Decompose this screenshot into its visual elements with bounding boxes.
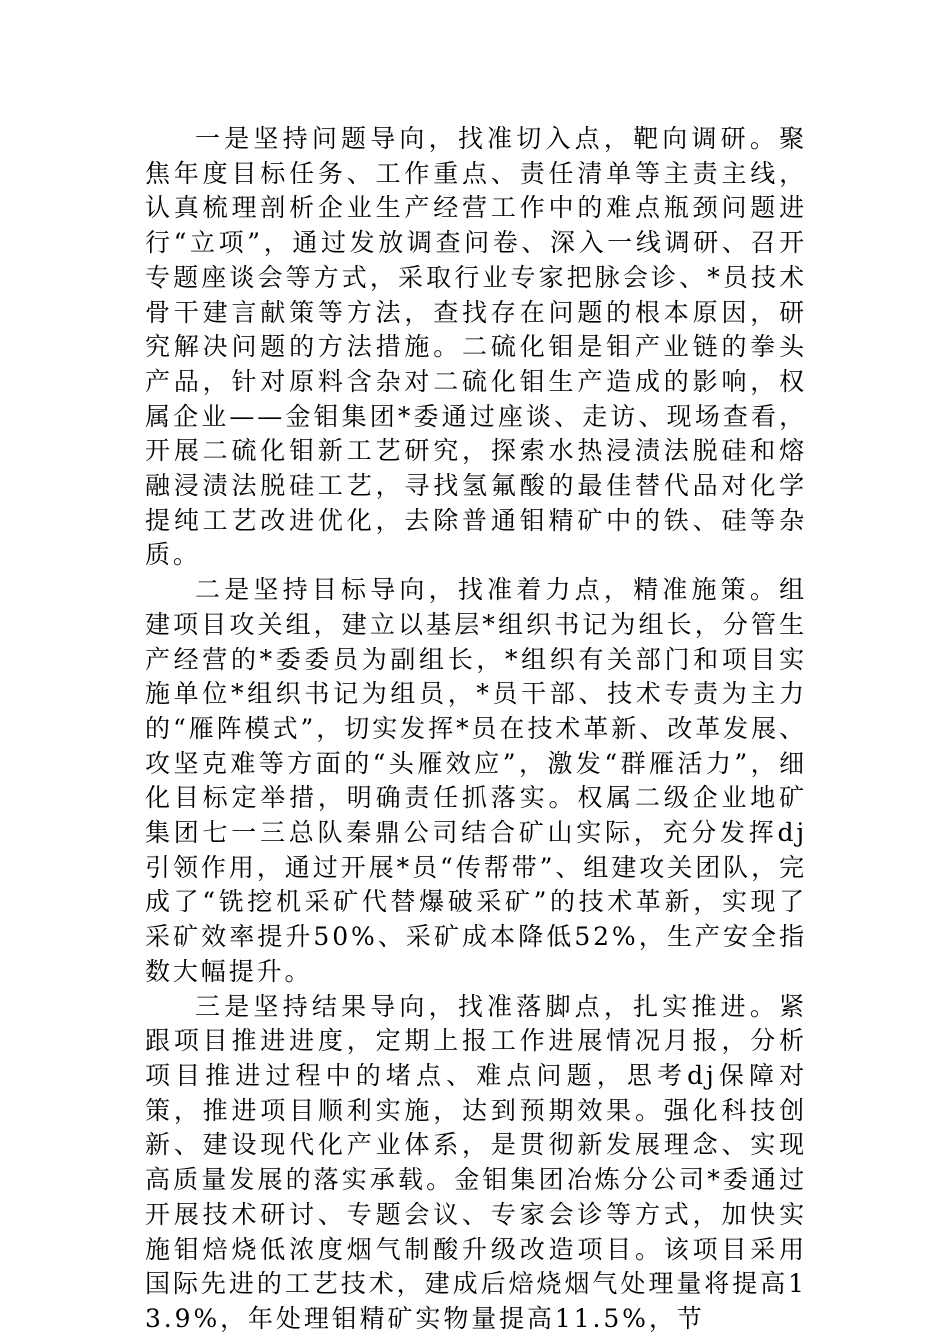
document-body bbox=[145, 122, 807, 1337]
paragraph-result-oriented: 三是坚持结果导向，找准落脚点，扎实推进。紧跟项目推进进度，定期上报工作进展情况月报，分析项目推进过程中的堵点、难点问题，思考dj保障对策，推进项目顺利实施，达到预期效果。强化科技创新、建设现代化产业体系，是贯彻新发展理念、实现高质量发展的落实承载。金钼集团冶炼分公司*委通过开展技术研讨、专题会议、专家会诊等方式，加快实施钼焙烧低浓度烟气制酸升级改造项目。该项目采用国际先进的工艺技术，建成后焙烧烟气处理量将提高13.9%，年处理钼精矿实物量提高11.5%，节 bbox=[145, 991, 807, 1333]
paragraph-problem-oriented: 一是坚持问题导向，找准切入点，靶向调研。聚焦年度目标任务、工作重点、责任清单等主责主线，认真梳理剖析企业生产经营工作中的难点瓶颈问题进行“立项”，通过发放调查问卷、深入一线调研、召开专题座谈会等方式，采取行业专家把脉会诊、*员技术骨干建言献策等方法，查找存在问题的根本原因，研究解决问题的方法措施。二硫化钼是钼产业链的拳头产品，针对原料含杂对二硫化钼生产造成的影响，权属企业——金钼集团*委通过座谈、走访、现场查看，开展二硫化钼新工艺研究，探索水热浸渍法脱硅和熔融浸渍法脱硅工艺，寻找氢氟酸的最佳替代品对化学提纯工艺改进优化，去除普通钼精矿中的铁、硅等杂质。 bbox=[145, 124, 807, 570]
paragraph-goal-oriented: 二是坚持目标导向，找准着力点，精准施策。组建项目攻关组，建立以基层*组织书记为组长，分管生产经营的*委委员为副组长，*组织有关部门和项目实施单位*组织书记为组员，*员干部、技术专责为主力的“雁阵模式”，切实发挥*员在技术革新、改革发展、攻坚克难等方面的“头雁效应”，激发“群雁活力”，细化目标定举措，明确责任抓落实。权属二级企业地矿集团七一三总队秦鼎公司结合矿山实际，充分发挥dj引领作用，通过开展*员“传帮带”、组建攻关团队，完成了“铣挖机采矿代替爆破采矿”的技术革新，实现了采矿效率提升50%、采矿成本降低52%，生产安全指数大幅提升。 bbox=[145, 575, 807, 986]
